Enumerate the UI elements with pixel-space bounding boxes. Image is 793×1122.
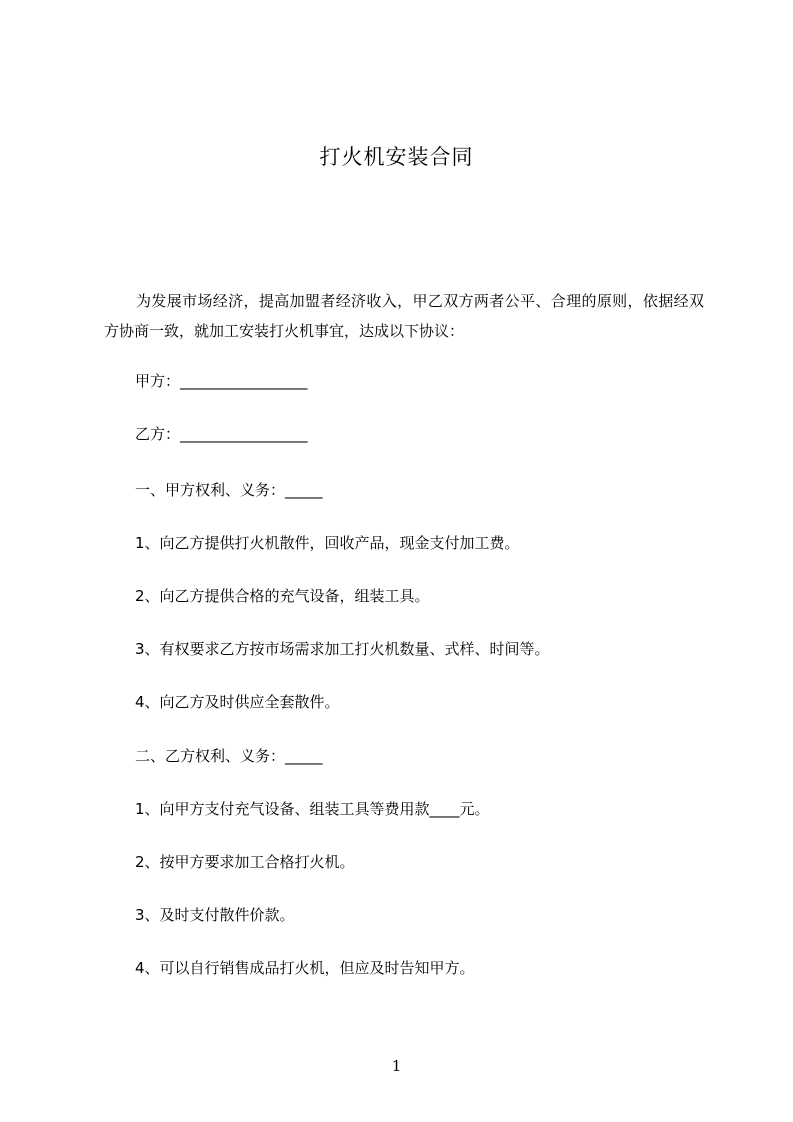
party-b-line: 乙方：_________________ (135, 425, 308, 443)
page-number: 1 (391, 1057, 402, 1075)
section-2-item: 1、向甲方支付充气设备、组装工具等费用款____元。 (135, 800, 490, 818)
section-2-item: 4、可以自行销售成品打火机，但应及时告知甲方。 (135, 959, 475, 977)
section-1-item: 2、向乙方提供合格的充气设备，组装工具。 (135, 587, 430, 605)
party-a-line: 甲方：_________________ (135, 372, 308, 390)
section-1-heading: 一、甲方权利、义务：_____ (135, 481, 323, 499)
section-1-item: 4、向乙方及时供应全套散件。 (135, 693, 340, 711)
intro-paragraph: 为发展市场经济，提高加盟者经济收入，甲乙双方两者公平、合理的原则，依据经双方协商一致，就加工安装打火机事宜，达成以下协议： (104, 292, 704, 340)
document-title: 打火机安装合同 (319, 145, 474, 169)
section-2-item: 3、及时支付散件价款。 (135, 906, 295, 924)
section-1-item: 3、有权要求乙方按市场需求加工打火机数量、式样、时间等。 (135, 640, 550, 658)
section-2-heading: 二、乙方权利、义务：_____ (135, 747, 323, 765)
section-1-item: 1、向乙方提供打火机散件，回收产品，现金支付加工费。 (135, 534, 520, 552)
section-2-item: 2、按甲方要求加工合格打火机。 (135, 853, 355, 871)
